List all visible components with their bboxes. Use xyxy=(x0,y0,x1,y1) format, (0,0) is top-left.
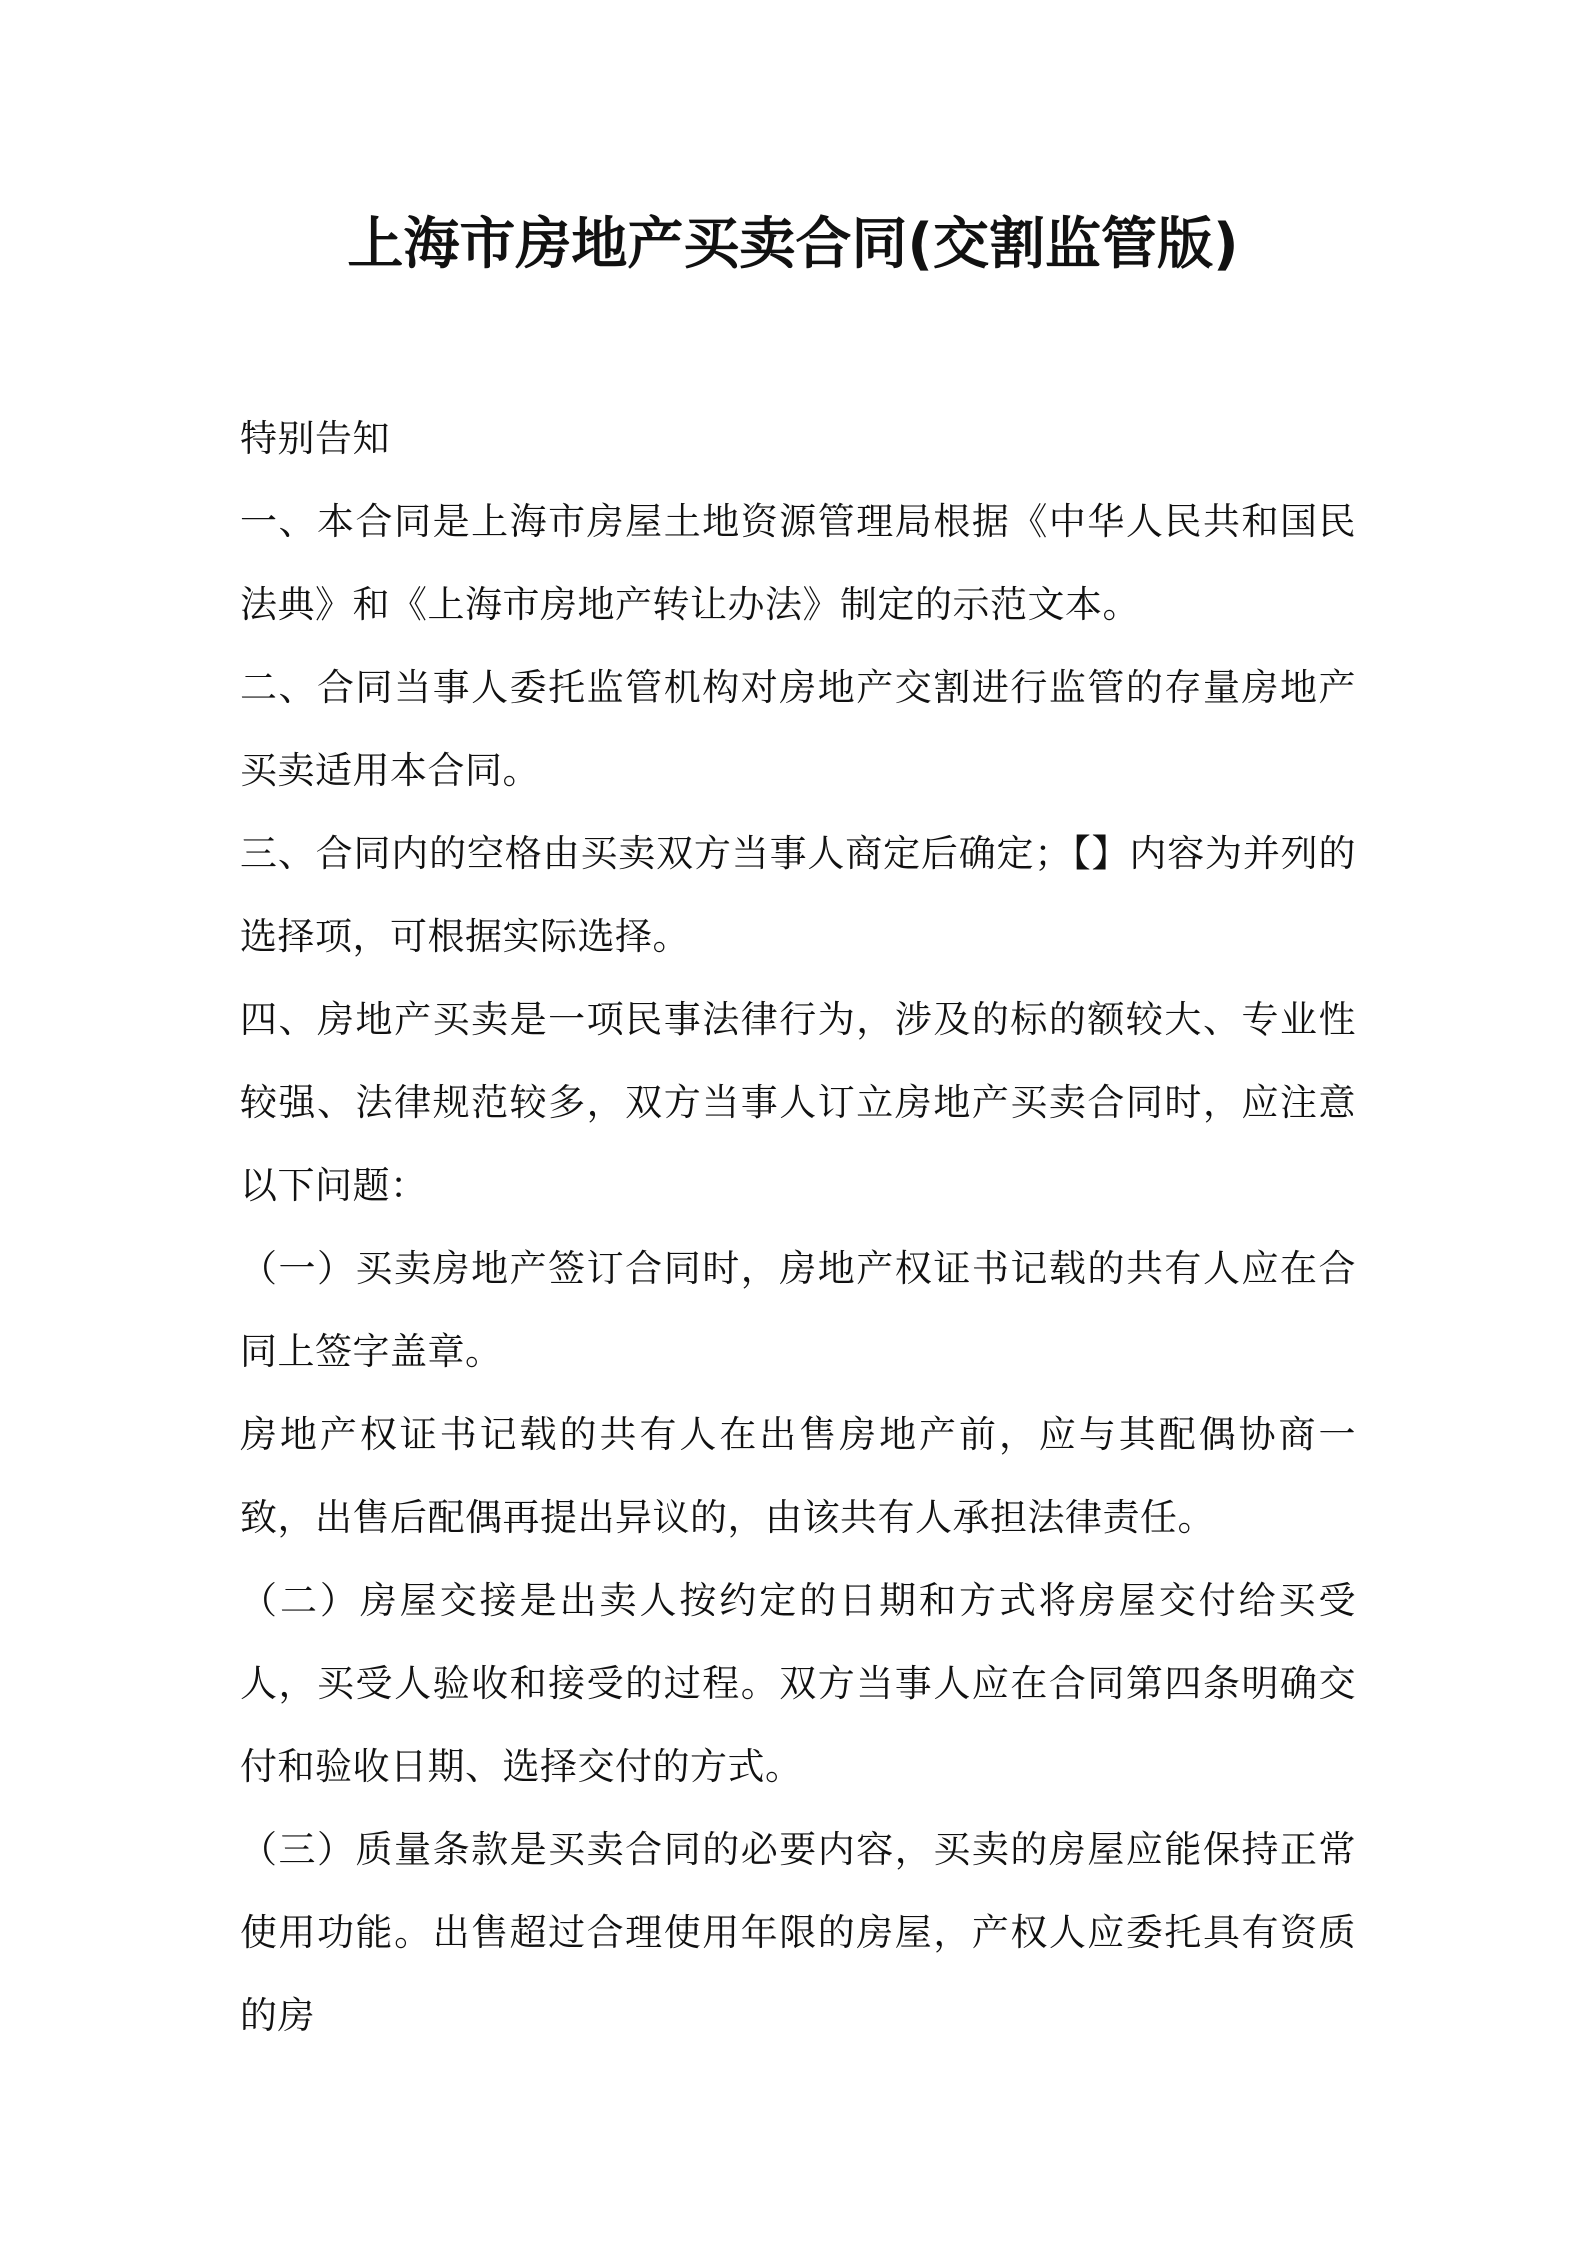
paragraph-2: 二、合同当事人委托监管机构对房地产交割进行监管的存量房地产买卖适用本合同。 xyxy=(240,666,1356,792)
paragraph-4-1-note: 房地产权证书记载的共有人在出售房地产前，应与其配偶协商一致，出售后配偶再提出异议的，由该共有人承担法律责任。 xyxy=(240,1413,1356,1539)
notice-heading: 特别告知 xyxy=(240,417,390,460)
paragraph-1: 一、本合同是上海市房屋土地资源管理局根据《中华人民共和国民法典》和《上海市房地产转让办法》制定的示范文本。 xyxy=(240,500,1356,626)
paragraph-3: 三、合同内的空格由买卖双方当事人商定后确定；【】内容为并列的选择项，可根据实际选择。 xyxy=(240,832,1356,958)
paragraph-4-3: （三）质量条款是买卖合同的必要内容，买卖的房屋应能保持正常使用功能。出售超过合理使用年限的房屋，产权人应委托具有资质的房 xyxy=(240,1828,1356,2037)
document-body xyxy=(240,397,1356,2057)
paragraph-4: 四、房地产买卖是一项民事法律行为，涉及的标的额较大、专业性较强、法律规范较多，双方当事人订立房地产买卖合同时，应注意以下问题： xyxy=(240,998,1356,1207)
paragraph-4-2: （二）房屋交接是出卖人按约定的日期和方式将房屋交付给买受人，买受人验收和接受的过程。双方当事人应在合同第四条明确交付和验收日期、选择交付的方式。 xyxy=(240,1579,1356,1788)
document-title: 上海市房地产买卖合同(交割监管版) xyxy=(347,212,1239,277)
paragraph-4-1: （一）买卖房地产签订合同时，房地产权证书记载的共有人应在合同上签字盖章。 xyxy=(240,1247,1356,1373)
